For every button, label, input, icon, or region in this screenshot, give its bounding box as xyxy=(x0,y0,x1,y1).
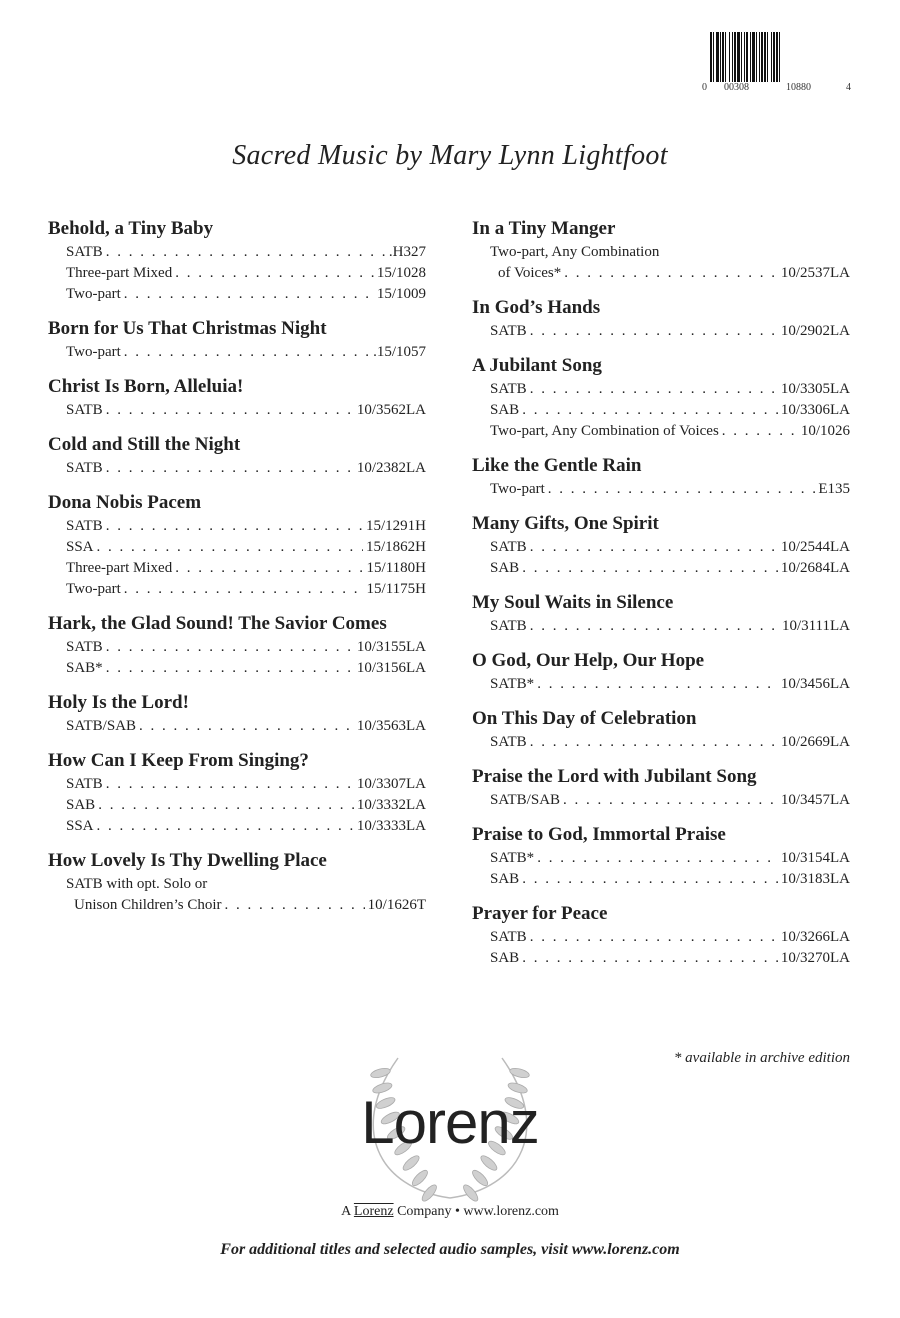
edition-line xyxy=(472,732,850,753)
entry-title: Behold, a Tiny Baby xyxy=(48,218,214,239)
catalog-number: 15/1180H xyxy=(366,560,426,576)
leader-dots xyxy=(225,895,365,916)
leader-dots xyxy=(530,732,778,753)
voicing: SAB xyxy=(490,402,520,418)
edition-line xyxy=(472,790,850,811)
leader-dots xyxy=(548,479,816,500)
title-entry xyxy=(472,901,850,969)
edition-line xyxy=(472,927,850,948)
edition-line xyxy=(472,869,850,890)
catalog-number: 10/3562LA xyxy=(356,402,426,418)
entry-title: Prayer for Peace xyxy=(472,903,608,924)
leader-dots xyxy=(530,537,778,558)
title-entry xyxy=(472,511,850,579)
edition-line xyxy=(48,516,426,537)
entry-title: O God, Our Help, Our Hope xyxy=(472,650,705,671)
title-entry xyxy=(472,648,850,695)
voicing: Three-part Mixed xyxy=(66,560,173,576)
entry-title: Hark, the Glad Sound! The Savior Comes xyxy=(48,613,387,634)
company-url[interactable]: www.lorenz.com xyxy=(463,1204,559,1219)
logo-text: Lorenz xyxy=(361,1089,539,1156)
leader-dots xyxy=(537,674,778,695)
lorenz-logo xyxy=(338,1038,562,1208)
catalog-number: 10/3156LA xyxy=(356,660,426,676)
voicing: SATB xyxy=(66,402,103,418)
leader-dots xyxy=(124,579,364,600)
leader-dots xyxy=(106,637,354,658)
voicing: Two-part xyxy=(66,286,121,302)
entry-title: A Jubilant Song xyxy=(472,355,602,376)
catalog-number: 10/3332LA xyxy=(356,797,426,813)
leader-dots xyxy=(124,342,370,363)
edition-line xyxy=(48,658,426,679)
voicing: SAB* xyxy=(66,660,103,676)
voicing: SATB xyxy=(490,323,527,339)
catalog-number: 10/2382LA xyxy=(356,460,426,476)
title-entry xyxy=(472,216,850,284)
voicing: of Voices* xyxy=(498,265,562,281)
title-entry xyxy=(48,316,426,363)
leader-dots xyxy=(530,379,778,400)
catalog-number: 10/2544LA xyxy=(780,539,850,555)
title-entry xyxy=(48,690,426,737)
voicing: SATB* xyxy=(490,676,535,692)
voicing: SATB xyxy=(66,639,103,655)
edition-line xyxy=(472,379,850,400)
title-entry xyxy=(472,822,850,890)
entry-title: Christ Is Born, Alleluia! xyxy=(48,376,244,397)
leader-dots xyxy=(97,537,363,558)
catalog-number: 10/3111LA xyxy=(781,618,850,634)
edition-line xyxy=(472,848,850,869)
leader-dots xyxy=(537,848,778,869)
laurel-leaf xyxy=(470,1168,490,1188)
edition-line xyxy=(48,537,426,558)
title-entry xyxy=(472,590,850,637)
edition-line xyxy=(472,321,850,342)
catalog-number: 10/1026 xyxy=(800,423,850,439)
leader-dots xyxy=(106,458,354,479)
catalog-number: 10/2669LA xyxy=(780,734,850,750)
entry-title: Like the Gentle Rain xyxy=(472,455,642,476)
leader-dots xyxy=(530,927,778,948)
additional-titles-note: For additional titles and selected audio samples, visit www.lorenz.com xyxy=(220,1241,680,1258)
entry-title: Many Gifts, One Spirit xyxy=(472,513,659,534)
entry-title: How Can I Keep From Singing? xyxy=(48,750,309,771)
entry-title: In God’s Hands xyxy=(472,297,601,318)
edition-line xyxy=(48,816,426,837)
barcode-bars xyxy=(710,32,846,82)
entry-title: Praise to God, Immortal Praise xyxy=(472,824,726,845)
company-brand: Lorenz xyxy=(353,1204,394,1219)
edition-line xyxy=(472,616,850,637)
catalog-number: 10/3563LA xyxy=(356,718,426,734)
edition-line xyxy=(48,795,426,816)
leader-dots xyxy=(175,263,374,284)
page-title: Sacred Music by Mary Lynn Lightfoot xyxy=(232,140,668,171)
title-entry xyxy=(48,490,426,600)
voicing: SATB xyxy=(66,518,103,534)
leader-dots xyxy=(106,516,363,537)
entry-title: Dona Nobis Pacem xyxy=(48,492,202,513)
entry-title: Cold and Still the Night xyxy=(48,434,241,455)
voicing: SATB* xyxy=(490,850,535,866)
catalog-number: 10/1626T xyxy=(367,897,426,913)
voicing: SATB xyxy=(490,929,527,945)
leader-dots xyxy=(564,263,778,284)
edition-line xyxy=(48,458,426,479)
leader-dots xyxy=(722,421,798,442)
edition-line xyxy=(472,558,850,579)
company-bullet: • xyxy=(455,1204,460,1219)
catalog-number: .15/1057 xyxy=(373,344,426,360)
archive-footnote: * available in archive edition xyxy=(673,1050,850,1066)
leader-dots xyxy=(563,790,778,811)
company-prefix: A xyxy=(341,1204,351,1219)
edition-line xyxy=(48,579,426,600)
voicing: SAB xyxy=(490,871,520,887)
leader-dots xyxy=(522,948,778,969)
entry-title: On This Day of Celebration xyxy=(472,708,697,729)
catalog-number: 15/1175H xyxy=(366,581,426,597)
catalog-number: 10/3305LA xyxy=(780,381,850,397)
title-entry xyxy=(472,706,850,753)
catalog-number: 10/2902LA xyxy=(780,323,850,339)
voicing: SATB/SAB xyxy=(66,718,137,734)
edition-line xyxy=(48,263,426,284)
voicing: Two-part xyxy=(66,581,121,597)
voicing: SSA xyxy=(66,818,94,834)
catalog-number: 15/1028 xyxy=(376,265,426,281)
edition-line xyxy=(472,674,850,695)
edition-line xyxy=(48,342,426,363)
leader-dots xyxy=(98,795,354,816)
edition-line xyxy=(48,774,426,795)
catalog-number: 10/3266LA xyxy=(780,929,850,945)
barcode-digit-lead: 0 xyxy=(702,82,707,93)
voicing: SATB xyxy=(66,244,103,260)
edition-line xyxy=(48,716,426,737)
title-entry xyxy=(472,453,850,500)
barcode-digit-group-2: 10880 xyxy=(786,82,811,93)
edition-line xyxy=(472,479,850,500)
leader-dots xyxy=(522,869,778,890)
title-entry xyxy=(472,764,850,811)
catalog-number: .H327 xyxy=(388,244,426,260)
title-entry xyxy=(472,353,850,442)
laurel-leaf xyxy=(509,1067,530,1080)
edition-line xyxy=(48,895,426,916)
barcode-digit-group-1: 00308 xyxy=(724,82,749,93)
leader-dots xyxy=(175,558,363,579)
title-entry xyxy=(48,748,426,837)
leader-dots xyxy=(522,558,778,579)
entry-title: My Soul Waits in Silence xyxy=(472,592,674,613)
catalog-number: 15/1862H xyxy=(366,539,426,555)
leader-dots xyxy=(106,658,354,679)
title-entry xyxy=(48,848,426,916)
voicing: SATB/SAB xyxy=(490,792,561,808)
voicing: Two-part xyxy=(490,481,545,497)
entry-title: In a Tiny Manger xyxy=(472,218,616,239)
leader-dots xyxy=(124,284,374,305)
edition-line xyxy=(472,400,850,421)
voicing: SATB xyxy=(66,460,103,476)
laurel-leaf xyxy=(370,1067,391,1080)
leader-dots xyxy=(106,774,354,795)
leader-dots xyxy=(106,242,386,263)
catalog-number: 10/3307LA xyxy=(356,776,426,792)
edition-line xyxy=(48,242,426,263)
title-entry xyxy=(48,432,426,479)
company-line xyxy=(0,1204,900,1220)
voicing-note: Two-part, Any Combination xyxy=(490,244,660,260)
leader-dots xyxy=(139,716,354,737)
entry-title: Holy Is the Lord! xyxy=(48,692,189,713)
voicing: SATB xyxy=(66,776,103,792)
catalog-number: 10/2684LA xyxy=(780,560,850,576)
title-entry xyxy=(472,295,850,342)
catalog-number: 10/3154LA xyxy=(780,850,850,866)
barcode-digit-check: 4 xyxy=(846,82,851,93)
voicing: Two-part, Any Combination of Voices xyxy=(490,423,719,439)
voicing: Unison Children’s Choir xyxy=(74,897,222,913)
edition-line xyxy=(48,400,426,421)
edition-line xyxy=(48,558,426,579)
voicing: SATB xyxy=(490,381,527,397)
leader-dots xyxy=(106,400,354,421)
laurel-leaf xyxy=(461,1183,480,1203)
catalog-number: E135 xyxy=(818,481,850,497)
voicing: SAB xyxy=(66,797,96,813)
leader-dots xyxy=(530,616,779,637)
voicing: SATB xyxy=(490,734,527,750)
voicing: Two-part xyxy=(66,344,121,360)
voicing: SAB xyxy=(490,950,520,966)
catalog-number: 15/1009 xyxy=(376,286,426,302)
voicing: SATB xyxy=(490,539,527,555)
edition-line xyxy=(48,284,426,305)
catalog-number: 10/3456LA xyxy=(780,676,850,692)
edition-line xyxy=(472,948,850,969)
edition-line xyxy=(48,637,426,658)
entry-title: Praise the Lord with Jubilant Song xyxy=(472,766,757,787)
voicing: Three-part Mixed xyxy=(66,265,173,281)
voicing: SSA xyxy=(66,539,94,555)
catalog-number: 10/3306LA xyxy=(780,402,850,418)
catalog-number: 10/3155LA xyxy=(356,639,426,655)
catalog-number: 10/3183LA xyxy=(780,871,850,887)
catalog-number: 15/1291H xyxy=(366,518,426,534)
voicing-note: SATB with opt. Solo or xyxy=(66,876,208,892)
barcode xyxy=(702,30,852,96)
entry-title: How Lovely Is Thy Dwelling Place xyxy=(48,850,327,871)
catalog-number: 10/3457LA xyxy=(780,792,850,808)
edition-line xyxy=(472,263,850,284)
leader-dots xyxy=(97,816,354,837)
catalog-number: 10/3270LA xyxy=(780,950,850,966)
leader-dots xyxy=(530,321,778,342)
title-entry xyxy=(48,216,426,305)
catalog-number: 10/3333LA xyxy=(356,818,426,834)
leader-dots xyxy=(522,400,778,421)
edition-line xyxy=(472,421,850,442)
voicing: SAB xyxy=(490,560,520,576)
title-entry xyxy=(48,374,426,421)
left-column xyxy=(48,216,426,927)
catalog-number: 10/2537LA xyxy=(780,265,850,281)
right-column xyxy=(472,216,850,980)
edition-line xyxy=(472,537,850,558)
company-suffix: Company xyxy=(397,1204,452,1219)
title-entry xyxy=(48,611,426,679)
voicing: SATB xyxy=(490,618,527,634)
entry-title: Born for Us That Christmas Night xyxy=(48,318,327,339)
laurel-leaf xyxy=(410,1168,430,1188)
laurel-leaf xyxy=(420,1183,439,1203)
